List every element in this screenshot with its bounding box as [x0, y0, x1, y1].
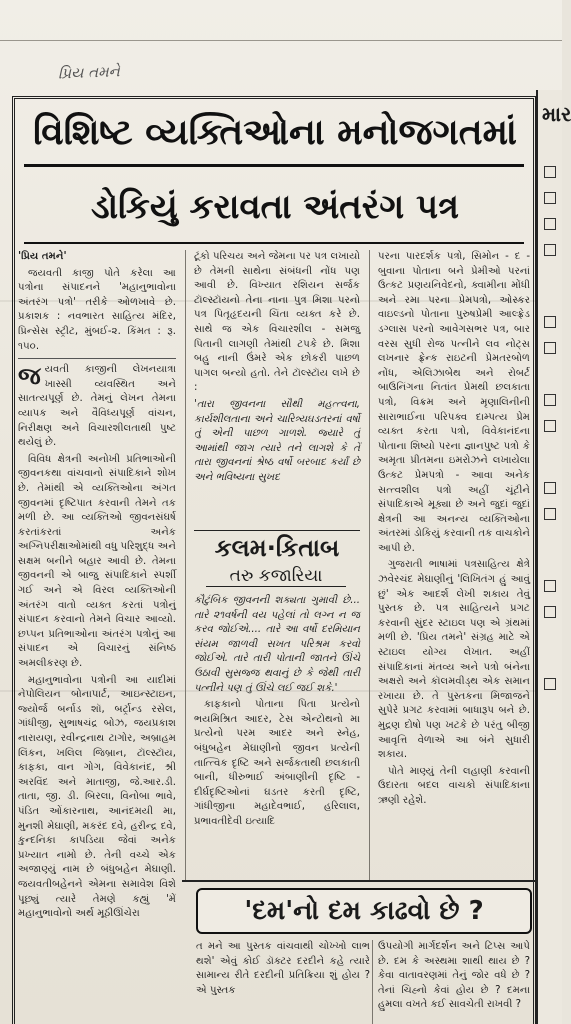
book-title: 'પ્રિય તમને' [18, 251, 67, 262]
checkbox-icon [544, 580, 556, 592]
paragraph: વિવિધ ક્ષેત્રની અનોખી પ્રતિભાઓની જીવનકથા વાંચવાનો સંપાદિકાને શોખ છે. તેમાંથી એ વ્યક્તિઓના અંગત જીવનમાં દૃષ્ટિપાત કરવાની તેમને તક મળી છે. આ વ્યક્તિઓ જીવનસંઘર્ષ કરતાંકરતાં અનેક અગ્નિપરીક્ષાઓમાંથી વધુ પરિશુદ્ધ અને સક્ષમ બનીને બહાર આવી છે. તેમના જીવનની એ બાજુ સંપાદિકાને સ્પર્શી ગઈ અને એ વિરલ વ્યક્તિઓની અંતરંગ વાતો વ્યક્ત કરતાં પત્રોનું સંપાદન કરવાનો તેમને વિચાર આવ્યો. છપ્પન પ્રતિભાઓના અંતરંગ પત્રોનું આ સંપાદન એ વિચારનું સંનિષ્ઠ અમલીકરણ છે. [18, 453, 176, 670]
book-info: જયવતી કાજી પોતે કરેલા આ પત્રોના સંપાદનને 'મહાનુભાવોના અંતરંગ પત્રો' તરીકે ઓળખાવે છે. પ્રકાશક : નવભારત સાહિત્ય મંદિર, પ્રિન્સેસ સ્ટ્રીટ, મુંબઈ-૨. કિંમત : રૂ. ૧૫૦. [18, 267, 176, 360]
headline-line-1: વિશિષ્ટ વ્યક્તિઓના મનોજગતમાં [33, 112, 517, 153]
column-divider [369, 250, 370, 880]
article-column-2 [194, 250, 360, 528]
section-rule [182, 880, 536, 882]
paragraph: ટૂંકો પરિચય અને જેમના પર પત્ર લખાયો છે તેમની સાથેના સંબંધની નોંધ પણ આવી છે. વિખ્યાત રશિયન સર્જક ટૉલ્સ્ટૉયનો તેના નાના પુત્ર મિશા પરનો પત્ર પિતૃહૃદયની ચિંતા વ્યક્ત કરે છે. સાથે જ એક વિચારશીલ - સમજુ પિતાની લાગણી તેમાંથી ટપકે છે. મિશા બહુ નાની ઉંમરે એક છોકરી પાછળ પાગલ બન્યો હતો. તેને ટૉલ્સ્ટૉય લખે છે : [194, 251, 360, 394]
checkbox-icon [544, 394, 556, 406]
column-divider [185, 250, 186, 880]
paragraph: પરના પારદર્શક પત્રો, સિમોન - દ - બુવાના પોતાના બને પ્રેમીઓ પરનાં ઉત્કટ પ્રણયનિવેદનો, ક્વામીના મોંધી અને રમા પરના પ્રેમપત્રો, ઓસ્કર વાઇલ્ડનો પોતાના પુરુષપ્રેમી આલ્ફ્રેડ ડગ્લાસ પરનો આવેગસભર પત્ર, બાર વરસ સુધી રોજ પત્નીને લવ નોટ્સ લખનાર ફ્રેન્ક રાઇટની પ્રેમતરબોળ નોંધ, એલિઝાબેથ અને રોબર્ટ બાઉનિંગના નિતાંત પ્રેમથી છલકાતા પત્રો, વિક્રમ અને મૃણાલિનીની સારાભાઈના પરિપક્વ દામ્પત્ય પ્રેમ વ્યક્ત કરતા પત્રો, વિવેકાનંદના પોતાના શિષ્યો પરના જ્ઞાનપુષ્ટ પત્રો કે અમૃતા પ્રીતમના ઇમરોઝને લખાયેલા ઉત્કટ પ્રેમપત્રો - આવા અનેક સત્ત્વશીલ પત્રો અહીં ચૂંટીને સંપાદિકાએ મૂક્યા છે અને જુદાં જુદાં ક્ષેત્રની આ અનન્ય વ્યક્તિઓના અંતરમાં ડોકિયું કરવાની તક વાચકોને આપી છે. [378, 251, 530, 554]
checkbox-icon [544, 678, 556, 690]
headline-rule [24, 242, 524, 244]
second-article-column-2: ઉપયોગી માર્ગદર્શન અને ટિપ્સ આપે છે. દમ કે અસ્થમા શાથી થાય છે ? કેવા વાતાવરણમાં તેનું જોર વધે છે ? તેનાં ચિહ્નો કેવાં હોય છે ? દમના હુમલા વખતે કઈ સાવચેતી રાખવી ? [378, 941, 530, 1011]
drop-cap: જ [18, 362, 41, 391]
paragraph: પોતે માણ્યું તેની લહાણી કરવાની ઉદારતા બદલ વાચકો સંપાદિકાના ઋણી રહેશે. [378, 765, 530, 806]
top-rule [0, 40, 562, 41]
second-article-column-1: ત મને આ પુસ્તક વાંચવાથી ચોખ્ખો લાભ થશે' એવું કોઈ ડૉક્ટર દરદીને કહે ત્યારે સામાન્ય રીતે દરદીની પ્રતિક્રિયા શું હોય ? એ પુસ્તક [196, 941, 370, 996]
adjacent-article-title: માર [542, 102, 571, 126]
column-divider [372, 940, 373, 1024]
paragraph: યવતી કાજીની લેખનયાત્રા ખાસ્સી વ્યવસ્થિત અને સાતત્યપૂર્ણ છે. તેમનું લેખન તેમના વ્યાપક અને વૈવિધ્યપૂર્ણ વાંચન, નિરીક્ષણ અને વિચારશીલતાથી પુષ્ટ થયેલું છે. [18, 364, 176, 449]
checkbox-icon [544, 218, 556, 230]
checkbox-icon [544, 606, 556, 618]
column-title: કલમ·કિતાબ [214, 534, 340, 562]
quote-paragraph: કૌટુંબિક જીવનની શક્યતા ગુમાવી છે... તારે ૨૧વર્ષની વય પહેલાં તો લગ્ન ન જ કરવ જોઈએ.... તારે આ વર્ષો દરમિયાન સંયમ જાળવી સખત પરિશ્રમ કરવો જોઈએ. તારે તારી પોતાની જાતને ઊંચે ઉઠાવી સુસજ્જ થવાનું છે કે જેથી તારી પત્નીને પણ તું ઊંચે લઈ જઈ શકે.' [194, 595, 360, 694]
checkbox-icon [544, 508, 556, 520]
adjacent-article-strip [536, 90, 571, 1024]
handwritten-note: પ્રિય તમને [57, 62, 121, 83]
checkbox-icon [544, 192, 556, 204]
article-column-3 [378, 250, 530, 878]
paragraph: મહાનુભાવોના પત્રોની આ યાદીમાં નેપોલિયન બોનાપાર્ટ, આઇન્સ્ટાઇન, જ્યોર્જ બર્નાડ શૉ, બર્ટ્રાન્ડ રસેલ, ગાંધીજી, સુભાષચંદ્ર બોઝ, જયપ્રકાશ નારાયણ, રવીન્દ્રનાથ ટાગોર, અબ્રાહમ લિંકન, ખલિલ જિબ્રાન, ટૉલ્સ્ટૉય, કાફકા, વાન ગોગ, વિવેકાનંદ, શ્રી અરવિંદ અને માતાજી, જે.આર.ડી. તાતા, જી. ડી. બિરલા, વિનોબા ભાવે, પંડિત ઓંકારનાથ, આનંદમયી મા, મુનશી મેઘાણી, મકરંદ દવે, હરીન્દ્ર દવે, કુન્દનિકા કાપડિયા જેવાં અનેક પ્રખ્યાત નામો છે. તેની વચ્ચે એક અજાણ્યું નામ છે બંધુબહેન મેઘાણી. જયવતીબહેનને એમના સમાવેશ વિશે પૂછ્યું ત્યારે તેમણે કહ્યું 'મેં મહાનુભાવોનો અર્થ મૂઠીઊંચેરા [18, 674, 176, 920]
article-column-2-continued [194, 594, 360, 878]
headline-rule [24, 164, 524, 167]
paragraph: કાફકાનો પોતાના પિતા પ્રત્યેનો ભયમિશ્રિત આદર, ટેસ એન્ટોથનો મા પ્રત્યેનો પરમ આદર અને સ્નેહ, બંધુબહેન મેઘાણીનો જીવન પ્રત્યેની તાત્ત્વિક દૃષ્ટિ અને સર્જકતાથી છલકાતી બાની, ધીરુભાઈ અંબાણીની દૃષ્ટિ - દીર્ઘદૃષ્ટિઓનાં ઘડતર કરતી દૃષ્ટિ, ગાંધીજીના મહાદેવભાઈ, હરિલાલ, પ્રભાવતીદેવી ઇત્યાદિ [194, 699, 360, 827]
checkbox-icon [544, 420, 556, 432]
checkbox-icon [544, 316, 556, 328]
checkbox-icon [544, 482, 556, 494]
checkbox-icon [544, 166, 556, 178]
headline-line-2: ડોકિયું કરાવતા અંતરંગ પત્ર [91, 187, 459, 227]
paragraph: ગુજરાતી ભાષામાં પત્રસાહિત્ય ક્ષેત્રે ઝવેરચંદ મેઘાણીનું 'લિખિતંગ હું આવું છું' એક આદર્શ લેખી શકાય તેવું પુસ્તક છે. પત્ર સાહિત્યને પ્રગટ કરવાની સુંદર સ્ટાઇલ પણ એ ગ્રંથમાં મળી છે. 'પ્રિય તમને' સંગ્રહ માટે એ સ્ટાઇલ યોગ્ય લેખાત. અહીં સંપાદિકાનાં મંતવ્ય અને પત્રો બંનેના અક્ષરો અને કૉલમવીડ્થ એક સમાન રખાયા છે. તે પુસ્તકના મિજાજને સુપેરે પ્રગટ કરવામાં બાધારૂપ બને છે. મુદ્રણ દોષો પણ ખટકે છે પરંતુ બીજી આવૃત્તિ વેળાએ આ બંને સુધારી શકાય. [378, 559, 530, 761]
article-column-1 [18, 250, 176, 1002]
checkbox-icon [544, 244, 556, 256]
column-masthead [194, 530, 360, 590]
checkbox-icon [544, 342, 556, 354]
author-byline: તરુ કજારિયા [206, 565, 346, 587]
second-article-headline: 'દમ'નો દમ કાઢવો છે ? [196, 888, 532, 934]
quote-paragraph: 'તારા જીવનના સૌથી મહત્ત્વના, કાર્યશીલતાના અને ચારિત્ર્યઘડતરનાં વર્ષો તું એની પાછળ ગાળશે. જ્યારે તું આમાંથી જાગ ત્યારે તને લાગશે કે તેં તારા જીવનનાં શ્રેષ્ઠ વર્ષો બરબાદ કર્યાં છે અને ભવિષ્યના સુખદ [194, 398, 360, 483]
